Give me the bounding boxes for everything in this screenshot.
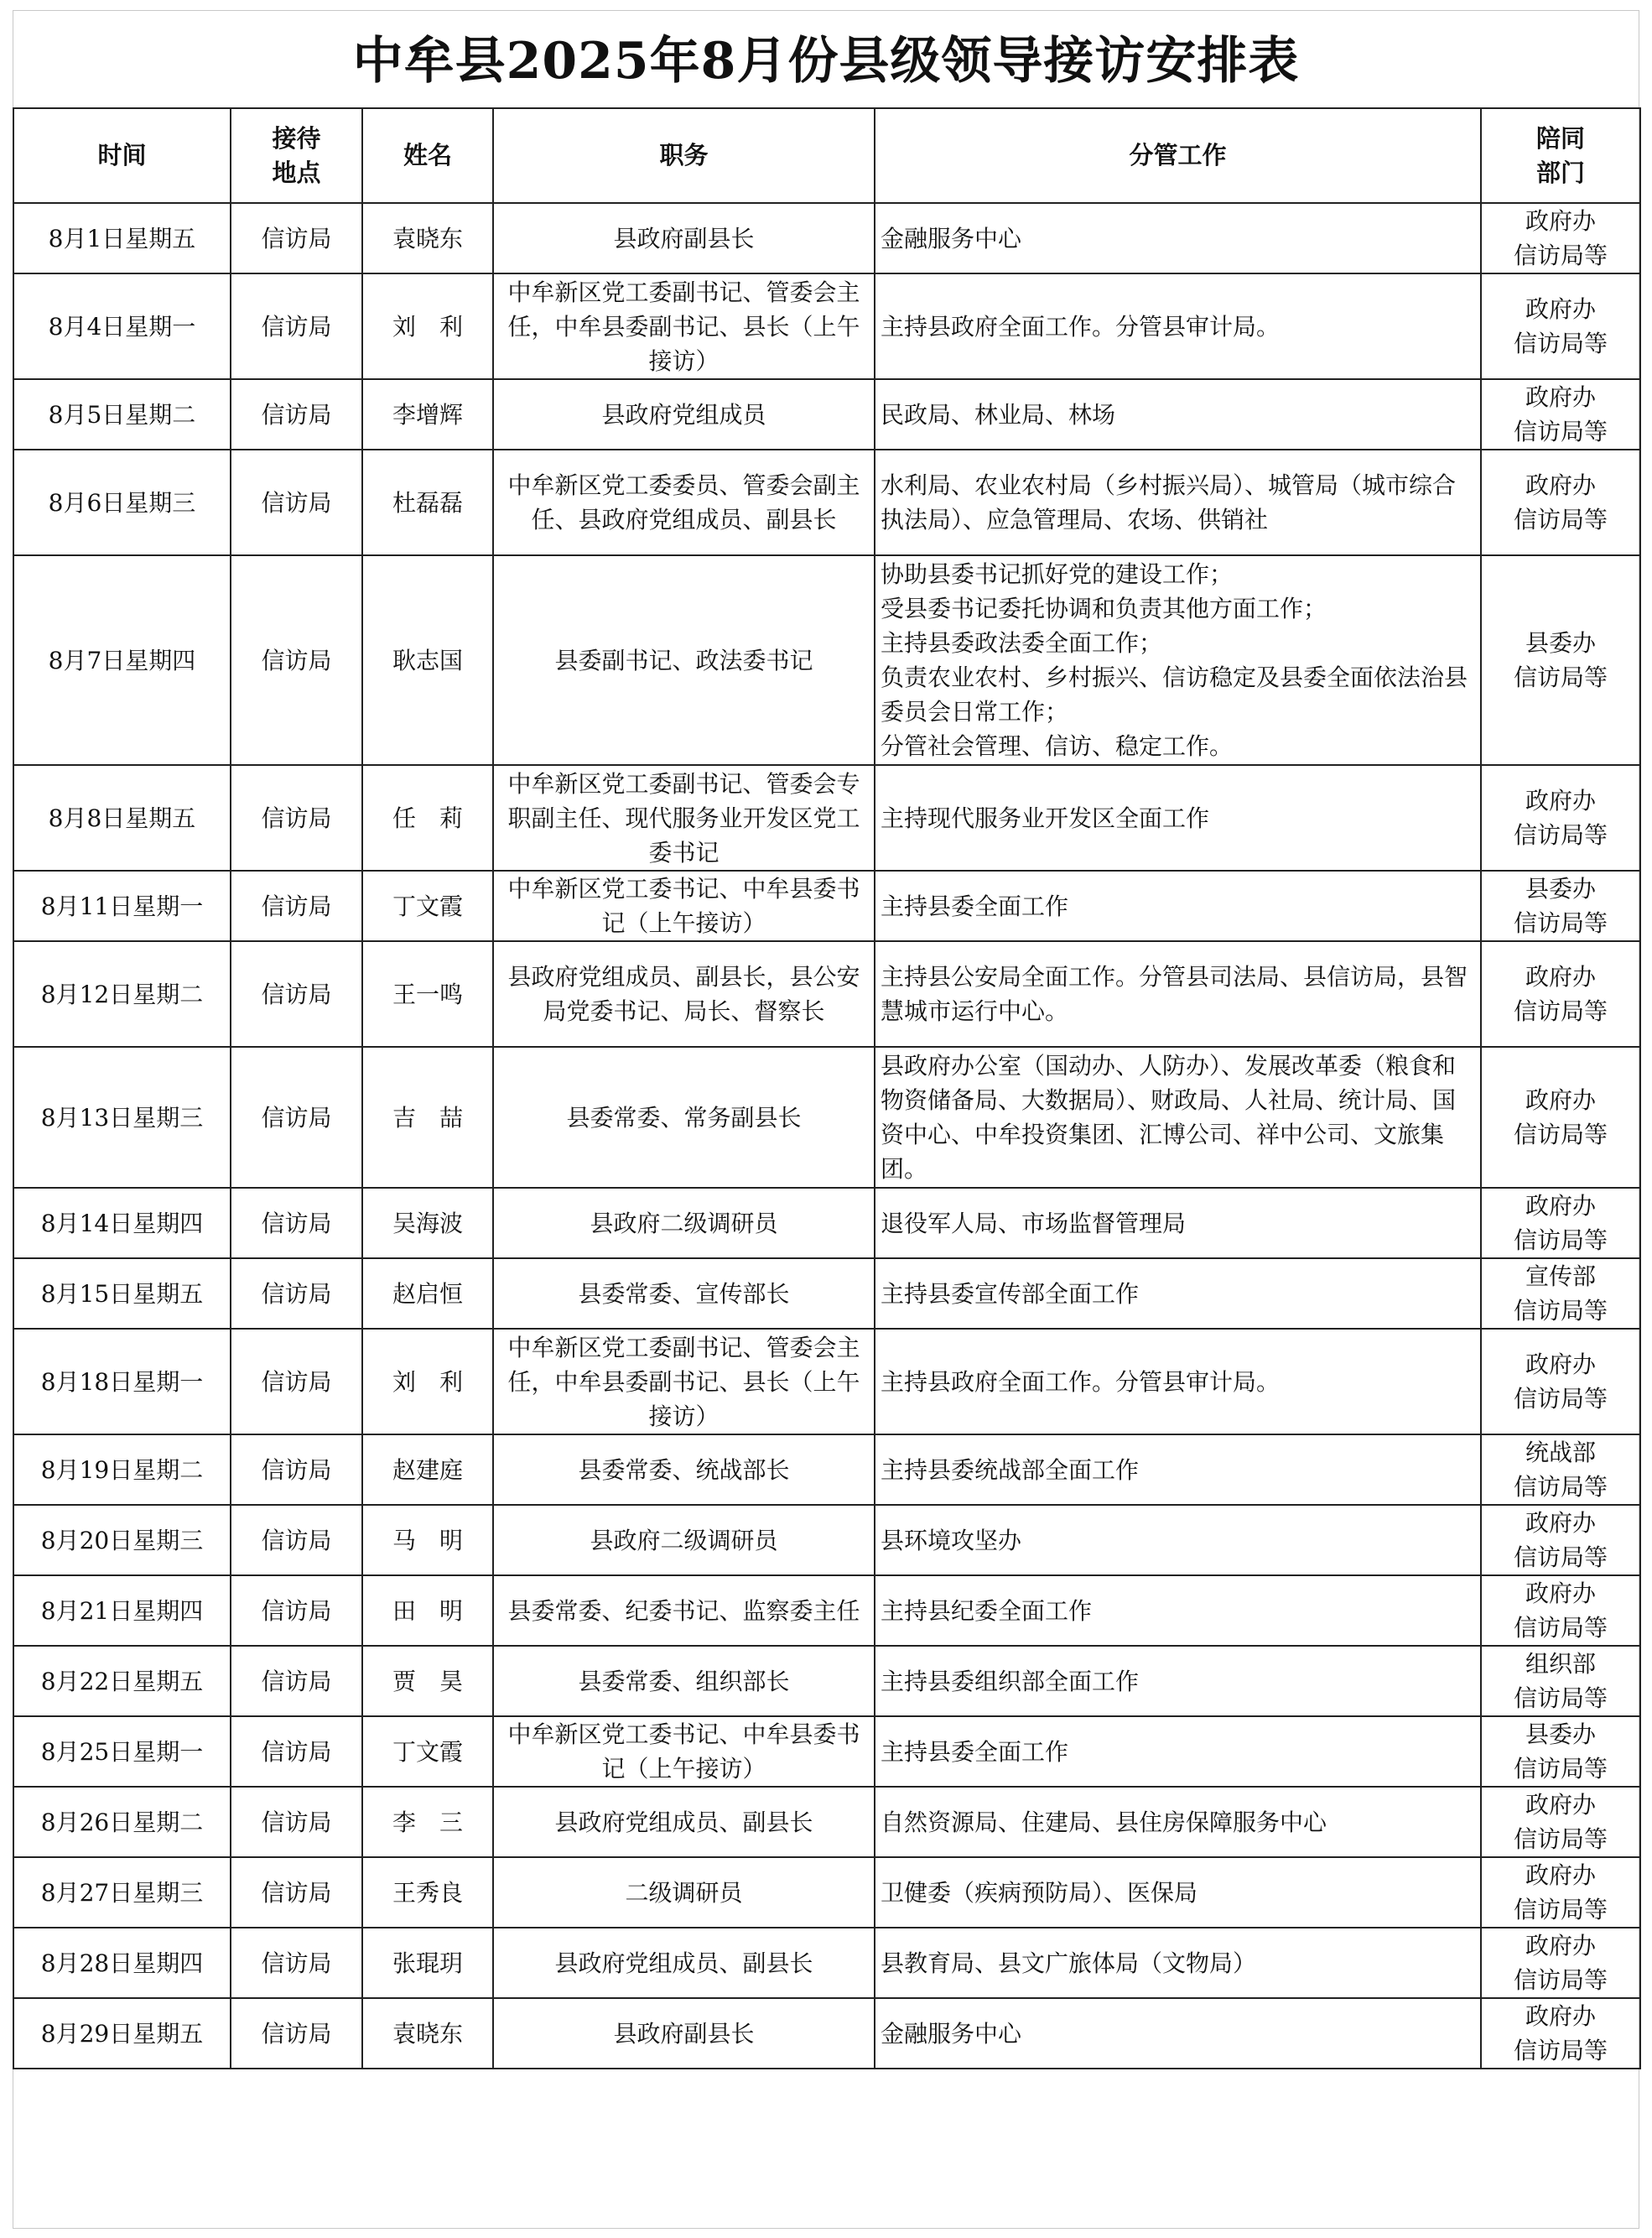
dept-cell: 统战部 信访局等 <box>1481 1434 1640 1505</box>
place-cell: 信访局 <box>231 1716 362 1787</box>
dept-cell: 政府办 信访局等 <box>1481 273 1640 379</box>
dept-cell: 政府办 信访局等 <box>1481 379 1640 450</box>
title-cell: 县委副书记、政法委书记 <box>493 555 875 765</box>
name-cell: 袁晓东 <box>362 203 493 273</box>
duty-cell: 主持县委全面工作 <box>875 871 1481 941</box>
table-row <box>13 273 1640 379</box>
title-cell: 县政府副县长 <box>493 1998 875 2069</box>
place-cell: 信访局 <box>231 450 362 555</box>
header-row <box>13 108 1640 203</box>
name-cell: 张琨玥 <box>362 1928 493 1998</box>
title-cell: 县政府党组成员、副县长 <box>493 1928 875 1998</box>
dept-cell: 政府办 信访局等 <box>1481 1998 1640 2069</box>
place-cell: 信访局 <box>231 1646 362 1716</box>
title-cell: 县政府二级调研员 <box>493 1188 875 1258</box>
date-cell: 8月25日星期一 <box>13 1716 231 1787</box>
name-cell: 王秀良 <box>362 1857 493 1928</box>
header-dept: 陪同 部门 <box>1481 108 1640 203</box>
dept-cell: 政府办 信访局等 <box>1481 1857 1640 1928</box>
name-cell: 吴海波 <box>362 1188 493 1258</box>
duty-cell: 协助县委书记抓好党的建设工作； 受县委书记委托协调和负责其他方面工作； 主持县委政法委全面工作； 负责农业农村、乡村振兴、信访稳定及县委全面依法治县委员会日常工作； 分管社会管理、信访、稳定工作。 <box>875 555 1481 765</box>
duty-cell: 金融服务中心 <box>875 203 1481 273</box>
title-cell: 县委常委、常务副县长 <box>493 1047 875 1188</box>
name-cell: 丁文霞 <box>362 1716 493 1787</box>
duty-cell: 县政府办公室（国动办、人防办）、发展改革委（粮食和物资储备局、大数据局）、财政局、人社局、统计局、国资中心、中牟投资集团、汇博公司、祥中公司、文旅集团。 <box>875 1047 1481 1188</box>
date-cell: 8月7日星期四 <box>13 555 231 765</box>
header-name: 姓名 <box>362 108 493 203</box>
dept-cell: 组织部 信访局等 <box>1481 1646 1640 1716</box>
name-cell: 吉 喆 <box>362 1047 493 1188</box>
title-cell: 县政府党组成员、副县长 <box>493 1787 875 1857</box>
name-cell: 李增辉 <box>362 379 493 450</box>
date-cell: 8月22日星期五 <box>13 1646 231 1716</box>
date-cell: 8月19日星期二 <box>13 1434 231 1505</box>
table-row <box>13 1047 1640 1188</box>
table-row <box>13 941 1640 1047</box>
name-cell: 丁文霞 <box>362 871 493 941</box>
table-row <box>13 1505 1640 1575</box>
duty-cell: 退役军人局、市场监督管理局 <box>875 1188 1481 1258</box>
duty-cell: 主持县公安局全面工作。分管县司法局、县信访局，县智慧城市运行中心。 <box>875 941 1481 1047</box>
dept-cell: 政府办 信访局等 <box>1481 765 1640 871</box>
duty-cell: 主持现代服务业开发区全面工作 <box>875 765 1481 871</box>
title-cell: 中牟新区党工委书记、中牟县委书记（上午接访） <box>493 1716 875 1787</box>
place-cell: 信访局 <box>231 1857 362 1928</box>
dept-cell: 宣传部 信访局等 <box>1481 1258 1640 1329</box>
name-cell: 袁晓东 <box>362 1998 493 2069</box>
place-cell: 信访局 <box>231 379 362 450</box>
title-cell: 县委常委、纪委书记、监察委主任 <box>493 1575 875 1646</box>
title-cell: 二级调研员 <box>493 1857 875 1928</box>
dept-cell: 政府办 信访局等 <box>1481 1575 1640 1646</box>
date-cell: 8月11日星期一 <box>13 871 231 941</box>
date-cell: 8月18日星期一 <box>13 1329 231 1434</box>
date-cell: 8月5日星期二 <box>13 379 231 450</box>
date-cell: 8月6日星期三 <box>13 450 231 555</box>
table-row <box>13 1928 1640 1998</box>
header-duty: 分管工作 <box>875 108 1481 203</box>
name-cell: 赵建庭 <box>362 1434 493 1505</box>
dept-cell: 政府办 信访局等 <box>1481 1047 1640 1188</box>
place-cell: 信访局 <box>231 1258 362 1329</box>
place-cell: 信访局 <box>231 1434 362 1505</box>
table-row <box>13 379 1640 450</box>
date-cell: 8月4日星期一 <box>13 273 231 379</box>
name-cell: 耿志国 <box>362 555 493 765</box>
title-cell: 县政府党组成员、副县长，县公安局党委书记、局长、督察长 <box>493 941 875 1047</box>
place-cell: 信访局 <box>231 273 362 379</box>
dept-cell: 县委办 信访局等 <box>1481 555 1640 765</box>
duty-cell: 县教育局、县文广旅体局（文物局） <box>875 1928 1481 1998</box>
place-cell: 信访局 <box>231 203 362 273</box>
place-cell: 信访局 <box>231 1998 362 2069</box>
table-row <box>13 1188 1640 1258</box>
title-cell: 县政府党组成员 <box>493 379 875 450</box>
title-cell: 县委常委、统战部长 <box>493 1434 875 1505</box>
date-cell: 8月1日星期五 <box>13 203 231 273</box>
date-cell: 8月21日星期四 <box>13 1575 231 1646</box>
duty-cell: 主持县政府全面工作。分管县审计局。 <box>875 273 1481 379</box>
duty-cell: 主持县委统战部全面工作 <box>875 1434 1481 1505</box>
date-cell: 8月15日星期五 <box>13 1258 231 1329</box>
name-cell: 马 明 <box>362 1505 493 1575</box>
date-cell: 8月27日星期三 <box>13 1857 231 1928</box>
title-cell: 中牟新区党工委委员、管委会副主任、县政府党组成员、副县长 <box>493 450 875 555</box>
title-cell: 县政府二级调研员 <box>493 1505 875 1575</box>
title-cell: 县委常委、宣传部长 <box>493 1258 875 1329</box>
duty-cell: 主持县政府全面工作。分管县审计局。 <box>875 1329 1481 1434</box>
date-cell: 8月8日星期五 <box>13 765 231 871</box>
place-cell: 信访局 <box>231 1047 362 1188</box>
duty-cell: 主持县纪委全面工作 <box>875 1575 1481 1646</box>
dept-cell: 县委办 信访局等 <box>1481 871 1640 941</box>
dept-cell: 政府办 信访局等 <box>1481 1928 1640 1998</box>
table-row <box>13 871 1640 941</box>
dept-cell: 政府办 信访局等 <box>1481 1787 1640 1857</box>
title-cell: 中牟新区党工委书记、中牟县委书记（上午接访） <box>493 871 875 941</box>
table-row <box>13 1857 1640 1928</box>
duty-cell: 主持县委宣传部全面工作 <box>875 1258 1481 1329</box>
place-cell: 信访局 <box>231 871 362 941</box>
place-cell: 信访局 <box>231 941 362 1047</box>
date-cell: 8月20日星期三 <box>13 1505 231 1575</box>
table-row <box>13 1716 1640 1787</box>
dept-cell: 县委办 信访局等 <box>1481 1716 1640 1787</box>
place-cell: 信访局 <box>231 1188 362 1258</box>
place-cell: 信访局 <box>231 1329 362 1434</box>
duty-cell: 主持县委全面工作 <box>875 1716 1481 1787</box>
name-cell: 杜磊磊 <box>362 450 493 555</box>
header-place: 接待 地点 <box>231 108 362 203</box>
date-cell: 8月26日星期二 <box>13 1787 231 1857</box>
table-row <box>13 1329 1640 1434</box>
header-date: 时间 <box>13 108 231 203</box>
dept-cell: 政府办 信访局等 <box>1481 450 1640 555</box>
place-cell: 信访局 <box>231 1575 362 1646</box>
duty-cell: 水利局、农业农村局（乡村振兴局）、城管局（城市综合执法局）、应急管理局、农场、供销社 <box>875 450 1481 555</box>
page-title: 中牟县2025年8月份县级领导接访安排表 <box>352 32 1300 91</box>
table-row <box>13 1575 1640 1646</box>
date-cell: 8月28日星期四 <box>13 1928 231 1998</box>
table-row <box>13 555 1640 765</box>
duty-cell: 金融服务中心 <box>875 1998 1481 2069</box>
place-cell: 信访局 <box>231 765 362 871</box>
table-row <box>13 203 1640 273</box>
header-title: 职务 <box>493 108 875 203</box>
dept-cell: 政府办 信访局等 <box>1481 941 1640 1047</box>
date-cell: 8月13日星期三 <box>13 1047 231 1188</box>
title-cell: 中牟新区党工委副书记、管委会主任，中牟县委副书记、县长（上午接访） <box>493 273 875 379</box>
name-cell: 刘 利 <box>362 273 493 379</box>
table-row <box>13 450 1640 555</box>
dept-cell: 政府办 信访局等 <box>1481 1329 1640 1434</box>
place-cell: 信访局 <box>231 555 362 765</box>
dept-cell: 政府办 信访局等 <box>1481 1505 1640 1575</box>
table-row <box>13 1434 1640 1505</box>
duty-cell: 民政局、林业局、林场 <box>875 379 1481 450</box>
place-cell: 信访局 <box>231 1787 362 1857</box>
duty-cell: 主持县委组织部全面工作 <box>875 1646 1481 1716</box>
title-cell: 县委常委、组织部长 <box>493 1646 875 1716</box>
place-cell: 信访局 <box>231 1505 362 1575</box>
name-cell: 田 明 <box>362 1575 493 1646</box>
duty-cell: 县环境攻坚办 <box>875 1505 1481 1575</box>
title-cell: 中牟新区党工委副书记、管委会专职副主任、现代服务业开发区党工委书记 <box>493 765 875 871</box>
name-cell: 任 莉 <box>362 765 493 871</box>
table-row <box>13 765 1640 871</box>
duty-cell: 自然资源局、住建局、县住房保障服务中心 <box>875 1787 1481 1857</box>
date-cell: 8月14日星期四 <box>13 1188 231 1258</box>
name-cell: 贾 昊 <box>362 1646 493 1716</box>
name-cell: 赵启恒 <box>362 1258 493 1329</box>
title-cell: 县政府副县长 <box>493 203 875 273</box>
place-cell: 信访局 <box>231 1928 362 1998</box>
date-cell: 8月12日星期二 <box>13 941 231 1047</box>
dept-cell: 政府办 信访局等 <box>1481 203 1640 273</box>
table-row <box>13 1998 1640 2069</box>
dept-cell: 政府办 信访局等 <box>1481 1188 1640 1258</box>
title-cell: 中牟新区党工委副书记、管委会主任，中牟县委副书记、县长（上午接访） <box>493 1329 875 1434</box>
name-cell: 王一鸣 <box>362 941 493 1047</box>
table-row <box>13 1258 1640 1329</box>
table-row <box>13 1646 1640 1716</box>
date-cell: 8月29日星期五 <box>13 1998 231 2069</box>
duty-cell: 卫健委（疾病预防局）、医保局 <box>875 1857 1481 1928</box>
table-row <box>13 1787 1640 1857</box>
name-cell: 李 三 <box>362 1787 493 1857</box>
name-cell: 刘 利 <box>362 1329 493 1434</box>
schedule-table <box>13 107 1641 2069</box>
